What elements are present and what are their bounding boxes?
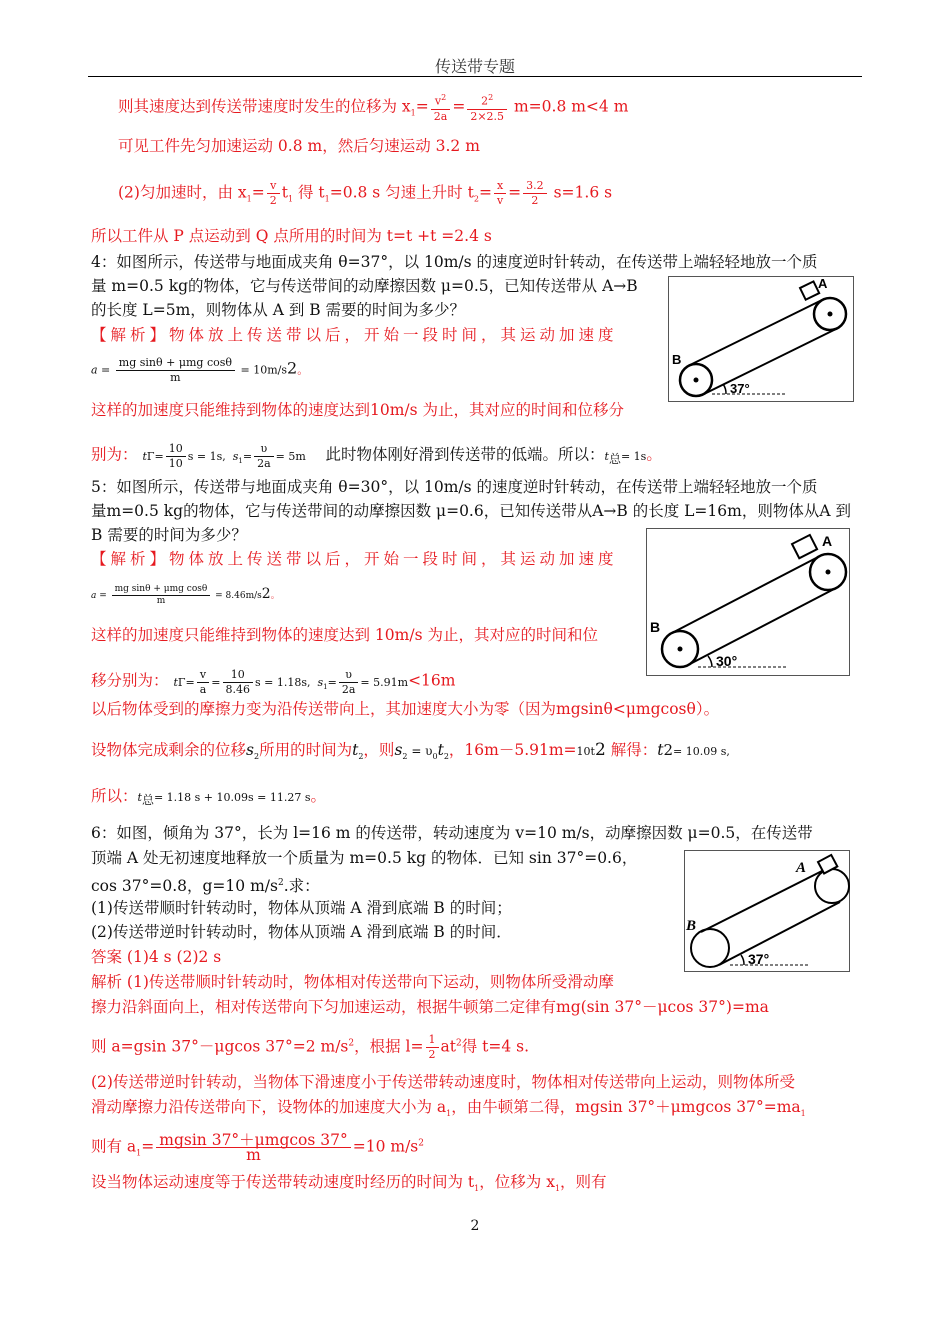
fig3-angle: 37° xyxy=(748,951,770,967)
q4-analysis-heading: 【解析】物体放上传送带以后，开始一段时间，其运动加速度 xyxy=(91,326,618,344)
header-rule xyxy=(88,76,862,77)
fig3-label-a: A xyxy=(796,860,807,876)
q6-line-5: (2)传送带逆时针转动时，物体从顶端 A 滑到底端 B 的时间． xyxy=(91,923,512,941)
fig3-label-b: B xyxy=(686,918,697,934)
q5-line-1: 5：如图所示，传送带与地面成夹角 θ=30°，以 10m/s 的速度逆时针转动，在传送带上端轻轻地放一个质 xyxy=(91,478,818,496)
q4-line-4: 这样的加速度只能维持到物体的速度达到10m/s 为止，其对应的时间和位移分 xyxy=(91,401,625,419)
q6-line-4: (1)传送带顺时针转动时，物体从顶端 A 滑到底端 B 的时间； xyxy=(91,899,512,917)
q6-answer: 答案 (1)4 s (2)2 s xyxy=(91,948,222,966)
q6-line-6: 解析 (1)传送带顺时针转动时，物体相对传送带向下运动，则物体所受滑动摩 xyxy=(91,973,614,991)
page-number: 2 xyxy=(470,1218,480,1234)
q6-line-8: 则 a=gsin 37°－μgcos 37°=2 $m/s^2$，根据 l= $\frac{1}{2}$ $at^2$得 t=4 s. xyxy=(91,1033,530,1061)
q6-line-3: cos 37°=0.8，g=10 $m/s^2$.求： xyxy=(91,877,320,896)
q5-line-2: 量m=0.5 kg的物体，它与传送带间的动摩擦因数 μ=0.6，已知传送带从A→B 的长度 L=16m，则物体从A 到 xyxy=(91,502,851,520)
q5-accel-formula: a = $\frac{\text{mg sinθ + μmg cosθ}}{m}$ = 8.46m/s2。 xyxy=(91,584,280,606)
fig2-label-b: B xyxy=(650,619,661,635)
conveyor-figure-2 xyxy=(646,528,850,676)
page-header-title: 传送带专题 xyxy=(434,57,515,76)
q6-line-2: 顶端 A 处无初速度地释放一个质量为 m=0.5 kg 的物体．已知 sin 37°=0.6， xyxy=(91,849,638,867)
solution-line-3: (2)匀加速时，由 $x_1=$ $\frac{v}{2}$ $t_1$ 得 $t_1=0.8$ s 匀速上升时 $t_2=$ $\frac{x}{v}$ = $\frac{3.2}{2}$ s=1.6 s xyxy=(118,179,613,207)
conveyor-figure-3 xyxy=(684,850,850,972)
fig1-label-a: A xyxy=(818,276,828,291)
q6-line-1: 6：如图，倾角为 37°，长为 l=16 m 的传送带，转动速度为 v=10 m/s，动摩擦因数 μ=0.5，在传送带 xyxy=(91,824,813,842)
q6-line-12: 设当物体运动速度等于传送带转动速度时经历的时间为 $t_1$，位移为 $x_1$，则有 xyxy=(91,1173,607,1194)
q6-line-7: 擦力沿斜面向上，相对传送带向下匀加速运动，根据牛顿第二定律有mg(sin 37°－μcos 37°)=ma xyxy=(91,998,769,1016)
q5-analysis-heading: 【解析】物体放上传送带以后，开始一段时间，其运动加速度 xyxy=(91,550,618,568)
q4-line-2: 量 m=0.5 kg的物体，它与传送带间的动摩擦因数 μ=0.5，已知传送带从 A→B xyxy=(91,277,638,295)
fig2-angle: 30° xyxy=(716,653,738,669)
fig1-label-b: B xyxy=(672,352,682,367)
conveyor-figure-1 xyxy=(668,276,854,402)
q5-line-4: 这样的加速度只能维持到物体的速度达到 10m/s 为止，其对应的时间和位 xyxy=(91,626,598,644)
solution-line-2: 可见工件先匀加速运动 0.8 m，然后匀速运动 3.2 m xyxy=(118,137,480,155)
q5-line-5: 移分别为： tΓ= $\frac{v}{a}$ = $\frac{10}{8.46}$ s = 1.18s, $s_1=$ $\frac{\upsilon}{2a}$ = 5.91m<16m xyxy=(91,668,456,696)
q4-line-3: 的长度 L=5m，则物体从 A 到 B 需要的时间为多少？ xyxy=(91,301,466,319)
q5-line-3: B 需要的时间为多少？ xyxy=(91,526,247,544)
q5-line-6: 以后物体受到的摩擦力变为沿传送带向上，其加速度大小为零（因为mgsinθ<μmgcosθ）。 xyxy=(91,700,720,718)
q6-line-9: (2)传送带逆时针转动，当物体下滑速度小于传送带转动速度时，物体相对传送带向上运动，则物体所受 xyxy=(91,1073,795,1091)
q4-line-1: 4：如图所示，传送带与地面成夹角 θ=37°，以 10m/s 的速度逆时针转动，在传送带上端轻轻地放一个质 xyxy=(91,253,818,271)
q4-accel-formula: a = $\frac{\text{mg sinθ + μmg cosθ}}{m}$ = 10m/s2。 xyxy=(91,356,309,384)
q6-line-11: 则有 $a_1=$ $\frac{\text{mgsin 37°＋μmgcos 37°}}{m}$ =10 $m/s^2$ xyxy=(91,1131,424,1164)
q6-line-10: 滑动摩擦力沿传送带向下，设物体的加速度大小为 $a_1$，由牛顿第二得，mgsin 37°＋μmgcos $37^\circ=ma_1$ xyxy=(91,1098,806,1119)
q5-line-8: 所以：$t_总= 1.18$ s + 10.09s = 11.27 s。 xyxy=(91,787,327,808)
q5-line-7: 设物体完成剩余的位移$s_2$所用的时间为$t_2$，则$s_2 = \upsilon_0t_2$，16m－5.91m=10t2 解得：t2= 10.09 s, xyxy=(91,740,730,762)
solution-line-1: 则其速度达到传送带速度时发生的位移为 $x_1=$ $\frac{v^2}{2a}$ = $\frac{2^2}{2\times 2.5}$ m=0.8 m<4 m xyxy=(118,93,629,123)
fig1-angle: 37° xyxy=(730,381,750,396)
q4-line-5: 别为： tΓ= $\frac{10}{10}$ s = 1s, $s_1=$ $\frac{\upsilon}{2a}$ = 5m 此时物体刚好滑到传送带的低端。所以：$t_总= 1s$。 xyxy=(91,442,662,470)
fig2-label-a: A xyxy=(822,533,833,549)
solution-line-4: 所以工件从 P 点运动到 Q 点所用的时间为 t=t +t =2.4 s xyxy=(91,227,492,245)
